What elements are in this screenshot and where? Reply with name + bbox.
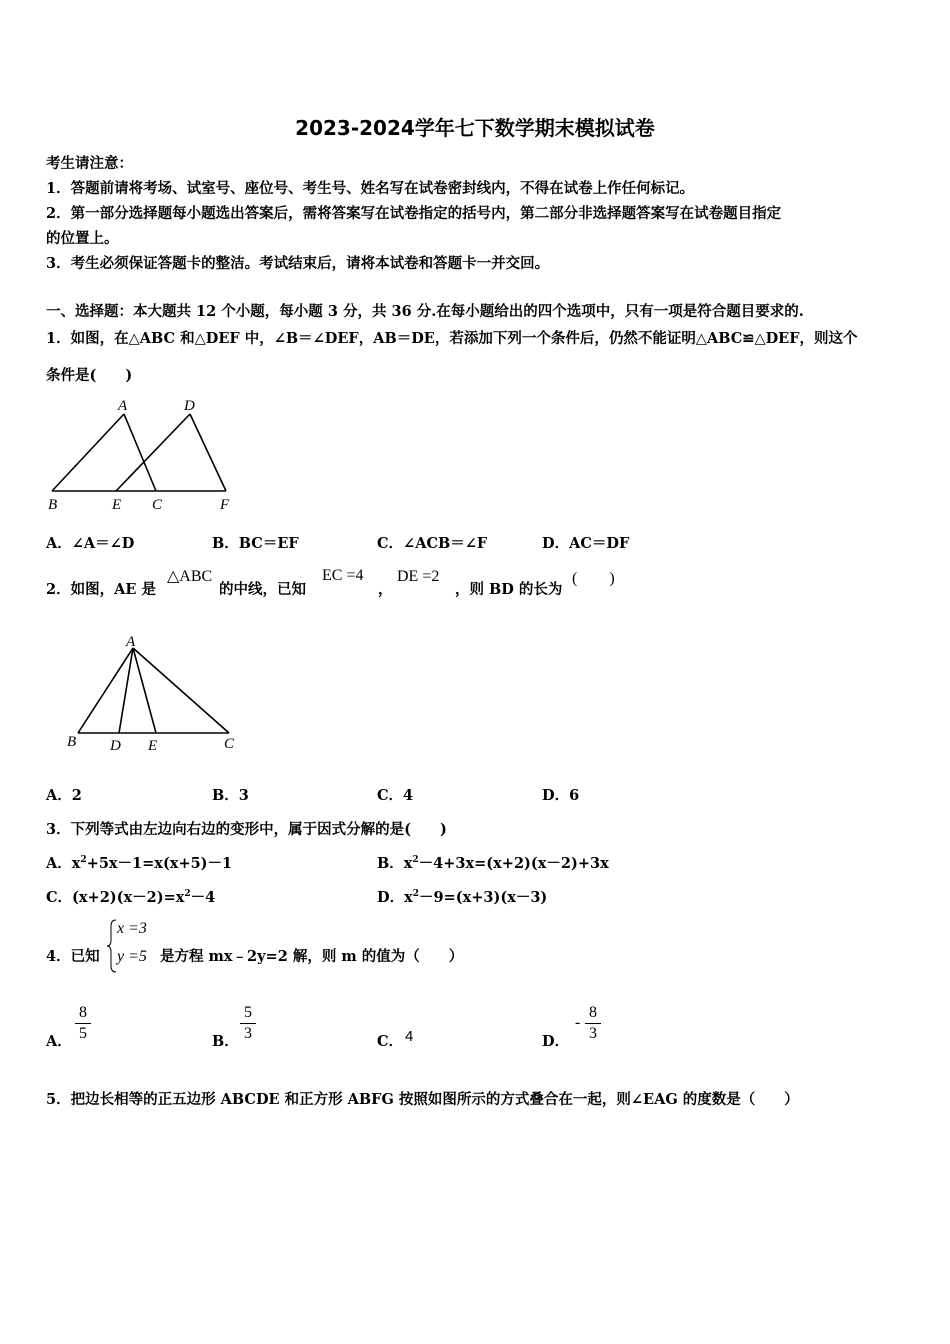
q3-option-a: A．$x^2+5x-1=x(x+5)-1$ bbox=[46, 855, 233, 872]
q3-option-b: B．$x^2-4+3x=(x+2)(x-2)+3x$ bbox=[377, 855, 609, 872]
q4-option-b-fraction: 5 3 bbox=[240, 1004, 256, 1043]
q2-option-c: C．4 bbox=[377, 787, 414, 804]
q2-line-ac bbox=[133, 648, 229, 733]
q2-stem-prefix: 2．如图，AE 是 bbox=[46, 581, 156, 598]
q1-label-c: C bbox=[152, 497, 163, 513]
q1-figure bbox=[44, 394, 244, 516]
q1-line-ed bbox=[116, 414, 190, 491]
q4-stem-prefix: 4．已知 bbox=[46, 948, 100, 965]
q1-label-d: D bbox=[184, 398, 195, 414]
q2-option-a: A．2 bbox=[46, 787, 82, 804]
q4-option-c-value: 4 bbox=[405, 1028, 414, 1045]
notice-item-1: 1．答题前请将考场、试室号、座位号、考生号、姓名写在试卷密封线内，不得在试卷上作任何标记。 bbox=[46, 180, 695, 197]
q2-triangle-abc: △ABC bbox=[167, 568, 213, 585]
q1-label-b: B bbox=[48, 497, 58, 513]
q4-option-d-label: D． bbox=[542, 1033, 570, 1050]
q5-stem: 5．把边长相等的正五边形 ABCDE 和正方形 ABFG 按照如图所示的方式叠合在一起，则∠EAG 的度数是（ ） bbox=[46, 1091, 799, 1108]
q1-option-b: B．BC＝EF bbox=[212, 535, 299, 552]
q4-option-d-fraction: 8 3 bbox=[585, 1004, 601, 1043]
q1-option-d: D．AC＝DF bbox=[542, 535, 630, 552]
q4-option-a-fraction: 8 5 bbox=[75, 1004, 91, 1043]
q2-ec-value: EC =4 bbox=[322, 567, 364, 584]
q2-stem-suffix: ，则 BD 的长为 bbox=[455, 581, 563, 598]
page-title: 2023-2024学年七下数学期末模拟试卷 bbox=[295, 116, 655, 140]
q4-option-b-label: B． bbox=[212, 1033, 239, 1050]
q2-label-c: C bbox=[224, 736, 235, 752]
q1-line-ac bbox=[124, 414, 156, 491]
q4-equation-x: x =3 bbox=[117, 920, 147, 937]
notice-heading: 考生请注意： bbox=[46, 155, 133, 172]
q4-option-a-label: A． bbox=[46, 1033, 72, 1050]
q4-stem-suffix: 是方程 mx﹣2y=2 解，则 m 的值为（ ） bbox=[160, 948, 464, 965]
q2-line-ba bbox=[78, 648, 133, 733]
notice-item-3: 3．考生必须保证答题卡的整洁。考试结束后，请将本试卷和答题卡一并交回。 bbox=[46, 255, 550, 272]
q2-label-e: E bbox=[148, 738, 158, 754]
section-heading: 一、选择题：本大题共 12 个小题，每小题 3 分，共 36 分.在每小题给出的四个选项中，只有一项是符合题目要求的. bbox=[46, 303, 804, 320]
q4-equation-y: y =5 bbox=[117, 948, 147, 965]
q2-label-b: B bbox=[67, 734, 77, 750]
q2-label-d: D bbox=[110, 738, 121, 754]
notice-item-2-cont: 的位置上。 bbox=[46, 230, 119, 247]
q2-figure bbox=[64, 632, 244, 754]
q1-option-c: C．∠ACB＝∠F bbox=[377, 535, 488, 552]
q2-de-value: DE =2 bbox=[397, 568, 440, 585]
q1-line-df bbox=[190, 414, 226, 491]
q2-stem-mid: 的中线，已知 bbox=[219, 581, 306, 598]
q1-label-f: F bbox=[220, 497, 230, 513]
q2-line-ae bbox=[133, 648, 156, 733]
q1-stem-line2: 条件是( ) bbox=[46, 367, 133, 384]
q1-stem-line1: 1．如图，在△ABC 和△DEF 中，∠B＝∠DEF，AB＝DE，若添加下列一个条件后，仍然不能证明△ABC≌△DEF，则这个 bbox=[46, 330, 858, 347]
q1-line-ba bbox=[52, 414, 124, 491]
q3-option-d: D．$x^2-9=(x+3)(x-3)$ bbox=[377, 889, 548, 906]
q1-option-a: A．∠A＝∠D bbox=[46, 535, 135, 552]
q2-comma: ， bbox=[378, 581, 393, 598]
q2-answer-paren: ( ) bbox=[572, 570, 615, 587]
q4-option-d-sign: - bbox=[575, 1014, 581, 1031]
q1-label-e: E bbox=[112, 497, 122, 513]
q2-option-b: B．3 bbox=[212, 787, 249, 804]
q3-stem: 3．下列等式由左边向右边的变形中，属于因式分解的是( ) bbox=[46, 821, 447, 838]
q3-option-c: C．$(x+2)(x-2)=x^2-4$ bbox=[46, 889, 216, 906]
q4-option-c-label: C． bbox=[377, 1033, 404, 1050]
q1-label-a: A bbox=[118, 398, 128, 414]
q2-line-ad bbox=[119, 648, 133, 733]
q2-label-a: A bbox=[126, 634, 136, 650]
notice-item-2: 2．第一部分选择题每小题选出答案后，需将答案写在试卷指定的括号内，第二部分非选择题答案写在试卷题目指定 bbox=[46, 205, 782, 222]
q2-option-d: D．6 bbox=[542, 787, 580, 804]
